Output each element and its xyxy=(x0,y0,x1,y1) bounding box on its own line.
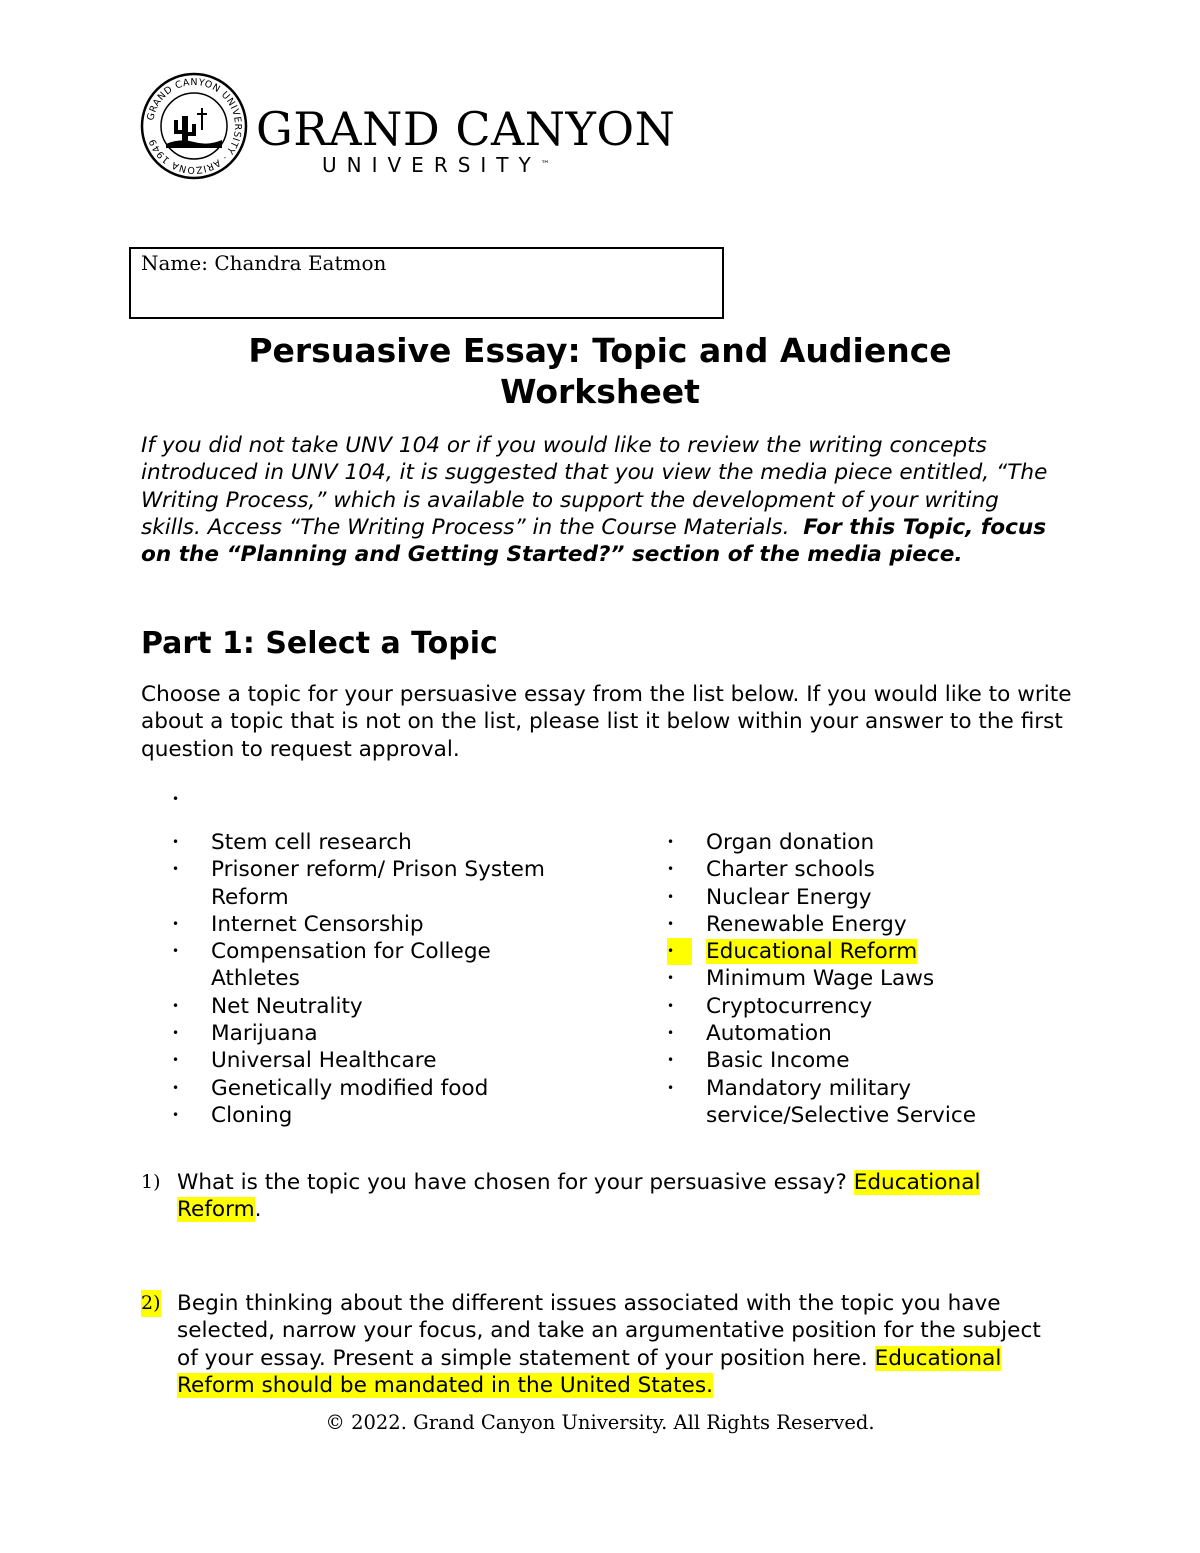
question-1-text: What is the topic you have chosen for your persuasive essay? xyxy=(177,1170,847,1195)
page-title xyxy=(0,330,1200,412)
topic-label: Organ donation xyxy=(706,830,875,855)
topic-item xyxy=(141,1075,581,1102)
topic-label: Stem cell research xyxy=(211,830,412,855)
question-1-number: 1) xyxy=(141,1171,161,1193)
student-name: Name: Chandra Eatmon xyxy=(141,251,387,275)
bullet-icon: • xyxy=(172,1080,180,1095)
part1-heading: Part 1: Select a Topic xyxy=(141,626,498,661)
topic-item xyxy=(141,1047,581,1074)
bullet-icon: • xyxy=(667,1080,675,1095)
bullet-icon: • xyxy=(172,1026,180,1041)
bullet-icon: • xyxy=(667,1026,675,1041)
topic-label: Renewable Energy xyxy=(706,911,907,937)
bullet-icon: • xyxy=(667,998,675,1013)
question-2-number: 2) xyxy=(141,1290,161,1317)
bullet-icon: • xyxy=(667,1053,675,1068)
topic-label: Cryptocurrency xyxy=(706,993,873,1019)
topic-label: Genetically modified food xyxy=(211,1075,489,1101)
wordmark-bottom xyxy=(322,152,550,178)
topic-item xyxy=(141,938,581,993)
bullet-icon: • xyxy=(172,1053,180,1068)
wordmark-bottom-text: UNIVERSITY xyxy=(322,153,541,177)
topic-item xyxy=(141,1020,581,1047)
copyright-footer: © 2022. Grand Canyon University. All Rights Reserved. xyxy=(325,1411,875,1434)
topic-item xyxy=(636,884,1076,911)
topic-item xyxy=(636,965,1076,992)
bullet-icon: • xyxy=(667,862,675,877)
intro-paragraph xyxy=(141,432,1061,568)
empty-bullet: • xyxy=(172,792,180,806)
bullet-icon: • xyxy=(667,835,675,849)
question-2-body xyxy=(177,1290,1057,1399)
question-1 xyxy=(141,1169,1071,1229)
seal-text: GRAND CANYON UNIVERSITY · ARIZONA 1949 xyxy=(145,76,244,176)
topic-label: Universal Healthcare xyxy=(211,1048,437,1074)
title-line-2: Worksheet xyxy=(500,372,700,411)
trademark-symbol: ™ xyxy=(540,160,550,170)
topic-item xyxy=(636,856,1076,883)
topic-item xyxy=(141,1102,581,1129)
topic-label: Nuclear Energy xyxy=(706,884,872,910)
university-seal xyxy=(140,72,248,180)
topic-label: Compensation for College Athletes xyxy=(211,939,491,992)
topic-label: Basic Income xyxy=(706,1048,850,1074)
intro-text: If you did not take UNV 104 or if you would like to review the writing concepts introduced in UNV 104, it is suggested that you view the media piece entitled, “The Writing Process,” which is available to support the development of your writing skills. Access “The Writing Process” in the Course Materials. xyxy=(141,433,1048,540)
topic-label: Prisoner reform/ Prison System Reform xyxy=(211,857,545,910)
bullet-icon: • xyxy=(172,916,180,931)
topic-label: Net Neutrality xyxy=(211,993,363,1019)
bullet-icon: • xyxy=(172,835,180,849)
topic-label: Automation xyxy=(706,1021,832,1047)
question-1-answer: Educational Reform xyxy=(177,1170,981,1223)
bullet-icon: • xyxy=(172,862,180,877)
topic-list-left xyxy=(141,829,581,1129)
topic-label: Mandatory military service/Selective Service xyxy=(706,1075,976,1128)
question-2 xyxy=(141,1290,1071,1402)
topic-item xyxy=(636,993,1076,1020)
topic-item xyxy=(141,911,581,938)
topic-item xyxy=(636,829,1076,856)
bullet-icon: • xyxy=(667,971,675,986)
bullet-icon: • xyxy=(667,938,692,965)
bullet-icon: • xyxy=(172,998,180,1013)
topic-label: Marijuana xyxy=(211,1021,318,1047)
part1-instructions: Choose a topic for your persuasive essay from the list below. If you would like to write about a topic that is not on the list, please list it below within your answer to the first question to request approval. xyxy=(141,682,1072,762)
topic-label: Cloning xyxy=(211,1102,293,1128)
bullet-icon: • xyxy=(172,944,180,959)
topic-item-selected xyxy=(636,938,1076,965)
topic-label: Educational Reform xyxy=(706,939,918,965)
bullet-icon: • xyxy=(667,889,675,904)
topic-item xyxy=(636,1047,1076,1074)
bullet-icon: • xyxy=(667,916,675,931)
question-1-answer-period: . xyxy=(254,1197,262,1223)
intro-bold-text: For this Topic, focus on the “Planning and Getting Started?” section of the media piece. xyxy=(141,514,1047,568)
question-2-text: Begin thinking about the different issues associated with the topic you have selected, narrow your focus, and take an argumentative position for the subject of your essay. Present a simple statement of your position here. xyxy=(177,1291,1041,1371)
topic-item xyxy=(141,829,581,856)
title-line-1: Persuasive Essay: Topic and Audience xyxy=(248,331,952,370)
topic-item xyxy=(141,993,581,1020)
topic-item xyxy=(636,1020,1076,1047)
topic-label: Charter schools xyxy=(706,857,875,883)
topic-label: Internet Censorship xyxy=(211,911,424,937)
topic-label: Minimum Wage Laws xyxy=(706,966,935,992)
question-2-answer: Educational Reform should be mandated in the United States. xyxy=(177,1345,1002,1398)
topic-list-right xyxy=(636,829,1076,1129)
bullet-icon: • xyxy=(172,1107,180,1122)
question-1-body xyxy=(177,1169,1057,1224)
topic-item xyxy=(636,1075,1076,1130)
topic-item xyxy=(141,856,581,911)
topic-item xyxy=(636,911,1076,938)
wordmark-top: GRAND CANYON xyxy=(256,102,676,156)
